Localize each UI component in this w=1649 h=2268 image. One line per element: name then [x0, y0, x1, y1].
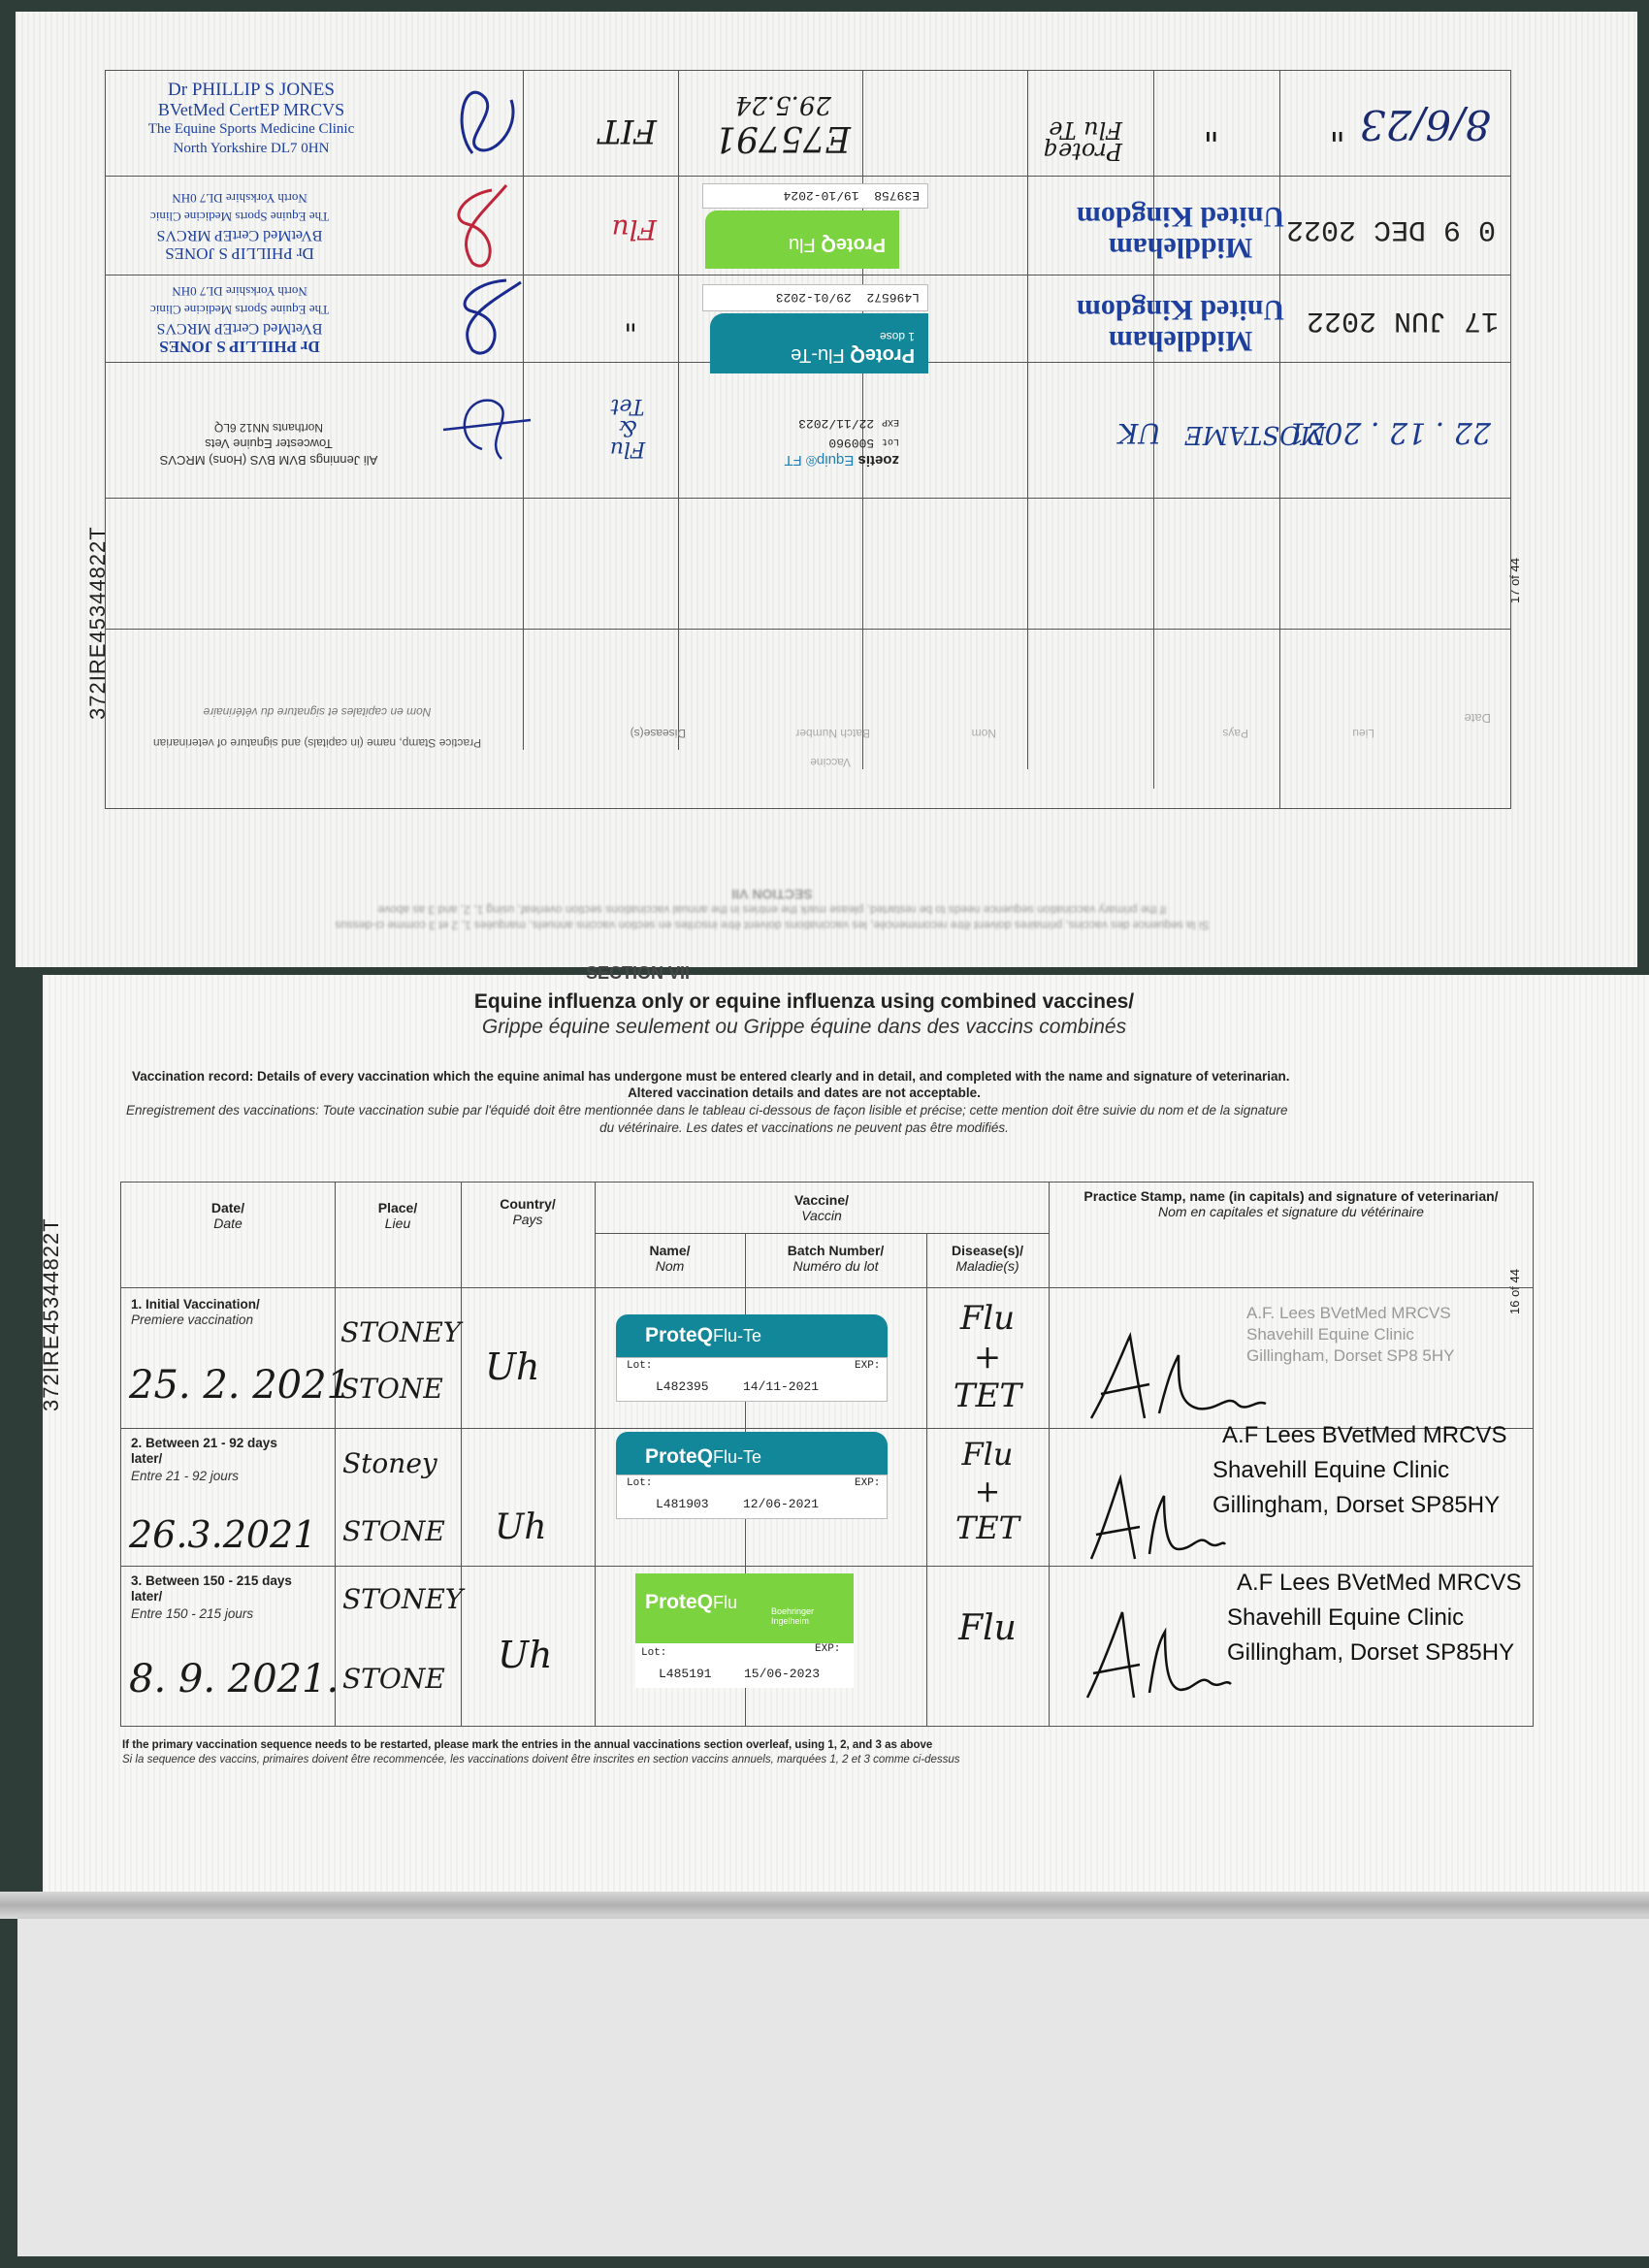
top-row-3-date: 17 JUN 2022: [1306, 304, 1499, 337]
instructions-2: Altered vaccination details and dates are not acceptable.: [628, 1085, 981, 1100]
top-row-3-place: Middleham: [1108, 325, 1253, 357]
top-row-3-country: United Kingdom: [1076, 294, 1285, 326]
row-1-place-a: STONEY: [340, 1316, 462, 1348]
top-row-2-stamp: Dr PHILLIP S JONES BVetMed CertEP MRCVS The Equine Sports Medicine Clinic North Yorkshire DL7 0HN: [149, 191, 330, 263]
top-row-1-batch: E75791: [714, 118, 851, 158]
vet-signature-lees-2: [1082, 1467, 1227, 1564]
header-place: Place/ Lieu: [377, 1200, 418, 1231]
page-title-fr: Grippe équine seulement ou Grippe équine dans des vaccins combinés: [481, 1016, 1127, 1038]
row-1-label: 1. Initial Vaccination/: [131, 1297, 260, 1312]
row-2-place-a: Stoney: [342, 1447, 437, 1479]
row-1-date: 25. 2. 2021: [129, 1363, 352, 1408]
top-header-date: Date: [1464, 711, 1491, 726]
vet-signature-lees-3: [1080, 1601, 1235, 1707]
vet-signature-jennings: [434, 391, 540, 478]
top-row-4-place: MOSTAME: [1183, 420, 1326, 449]
header-stamp: Practice Stamp, name (in capitals) and signature of veterinarian/ Nom en capitales et signature du vétérinaire: [1083, 1188, 1499, 1219]
header-country: Country/ Pays: [500, 1196, 556, 1227]
vet-signature-jones-2: [443, 178, 521, 273]
top-row-3-place-country: [1074, 294, 1287, 356]
row-2-country: Uh: [495, 1507, 547, 1547]
row-1-stamp: A.F. Lees BVetMed MRCVS Shavehill Equine Clinic Gillingham, Dorset SP8 5HY: [1246, 1304, 1455, 1365]
row-2-disease: Flu + TET: [954, 1436, 1020, 1546]
top-row-2: [106, 176, 1510, 275]
table-row: [121, 1287, 1533, 1428]
vaccine-sticker-row-1: ProteQFlu-Te Lot: EXP: L482395 14/11-2021: [616, 1314, 888, 1404]
row-1-country: Uh: [485, 1345, 540, 1388]
top-row-4-stamp: Ali Jennings BVM BVS (Hons) MRCVS Towcester Equine Vets Northants NN12 6LQ: [159, 421, 378, 468]
top-row-2-disease: Flu: [611, 213, 657, 245]
vet-signature-jones-3: [443, 276, 531, 360]
blank-page-area: [17, 1916, 1649, 2256]
top-row-4-disease: Flu & Tet: [609, 394, 646, 461]
section-heading: SECTION VII: [586, 963, 691, 983]
row-3-disease: Flu: [958, 1608, 1017, 1648]
footer-note: If the primary vaccination sequence needs to be restarted, please mark the entries in the annual vaccinations section overleaf, using 1, 2, and 3 as above: [122, 1739, 933, 1751]
top-row-2-country: United Kingdom: [1076, 201, 1285, 233]
top-header-vaccine: Vaccine: [810, 756, 851, 769]
vaccine-sticker-proteq-flu-top: E39758 19/10-2024 ProteQ Flu: [700, 179, 928, 269]
passport-id-top: 372IRE45344822T: [85, 526, 110, 720]
row-3-label-fr: Entre 150 - 215 jours: [131, 1606, 254, 1621]
top-row-4-date: 22 . 12 . 2021: [1287, 415, 1491, 449]
vaccine-sticker-equip-ft: zoetis Equip® FT Lot 500960 EXP 22/11/2023: [784, 416, 899, 469]
vaccine-sticker-proteq-flute-top: L496572 29/01-2023 ProteQ Flu-Te 1 dose: [700, 271, 928, 377]
vaccine-sticker-row-2: ProteQFlu-Te Lot: EXP: L481903 12/06-2021: [616, 1432, 888, 1521]
header-vaccine: Vaccine/ Vaccin: [793, 1192, 850, 1223]
footer-note-fr: Si la sequence des vaccins, primaires doivent être recommencée, les vaccinations doivent être inscrites en section vaccins annuels, marquées 1, 2 et 3 comme ci-dessus: [122, 1754, 960, 1766]
instructions-fr-2: du vétérinaire. Les dates et vaccinations ne peuvent pas être modifiés.: [599, 1120, 1009, 1135]
top-row-1-vaccine: Proteq Flu Te: [1043, 116, 1122, 165]
vaccination-table: [120, 1182, 1534, 1727]
top-header-stamp-fr: Nom en capitales et signature du vétérinaire: [203, 705, 432, 719]
top-header-batch: Batch Number: [795, 727, 870, 740]
header-date: Date/ Date: [210, 1200, 245, 1231]
row-3-country: Uh: [498, 1634, 553, 1676]
row-3-label: 3. Between 150 - 215 days later/: [131, 1573, 292, 1604]
row-2-label-fr: Entre 21 - 92 jours: [131, 1469, 240, 1483]
header-disease: Disease(s)/ Maladie(s): [952, 1243, 1023, 1274]
top-row-4-country: UK: [1117, 417, 1161, 449]
row-1-disease: Flu + TET: [953, 1299, 1022, 1415]
header-batch: Batch Number/ Numéro du lot: [787, 1243, 885, 1274]
instructions-fr: Enregistrement des vaccinations: Toute vaccination subie par l'équidé doit être mentionnée dans le tableau ci-dessous de façon lisible et précise; cette mention doit être suivie du nom et de la signature: [126, 1103, 1288, 1118]
top-row-1-place: ": [1329, 107, 1345, 146]
row-3-stamp: A.F Lees BVetMed MRCVS Shavehill Equine Clinic Gillingham, Dorset SP85HY: [1227, 1570, 1522, 1666]
top-row-1-country: ": [1203, 107, 1219, 146]
top-row-4: [106, 362, 1510, 498]
top-header-place: Lieu: [1352, 727, 1374, 740]
top-row-2-place: Middleham: [1108, 232, 1253, 264]
row-2-stamp: A.F Lees BVetMed MRCVS Shavehill Equine Clinic Gillingham, Dorset SP85HY: [1212, 1422, 1507, 1518]
vaccine-sticker-row-3: ProteQFlu Boehringer Ingelheim Lot: EXP: L485191 15/06-2023: [635, 1573, 858, 1690]
top-row-3-disease: ": [624, 303, 637, 337]
passport-page-16: [39, 963, 1649, 1892]
top-row-1-disease: FIT: [598, 112, 657, 150]
row-1-label-fr: Premiere vaccination: [131, 1312, 254, 1327]
row-2-place-b: STONE: [342, 1515, 445, 1547]
row-3-place-a: STONEY: [342, 1583, 464, 1615]
top-header-diseases: Disease(s): [630, 727, 686, 740]
row-3-place-b: STONE: [342, 1663, 445, 1695]
top-header-country: Pays: [1222, 727, 1248, 740]
row-3-date: 8. 9. 2021.: [129, 1657, 340, 1701]
table-row: [121, 1422, 1533, 1566]
page-title: Equine influenza only or equine influenza using combined vaccines/: [473, 990, 1135, 1013]
top-row-3: [106, 275, 1510, 366]
instructions: Vaccination record: Details of every vaccination which the equine animal has undergone must be entered clearly and in detail, and completed with the name and signature of veterinarian.: [132, 1069, 1290, 1084]
row-1-place-b: STONE: [340, 1373, 443, 1405]
top-row-3-stamp: Dr PHILLIP S JONES BVetMed CertEP MRCVS The Equine Sports Medicine Clinic North Yorkshire DL7 0HN: [149, 284, 330, 356]
top-row-2-date: 0 9 DEC 2022: [1285, 212, 1496, 245]
header-name: Name/ Nom: [649, 1243, 691, 1274]
page-number-bottom: 16 of 44: [1507, 1269, 1522, 1314]
row-2-date: 26.3.2021: [129, 1513, 317, 1556]
page-fold: [0, 1892, 1649, 1919]
top-header-name: Nom: [971, 727, 996, 740]
row-2-label: 2. Between 21 - 92 days later/: [131, 1436, 277, 1466]
vet-signature-jones-1: [443, 81, 531, 168]
passport-page-17: [16, 12, 1637, 967]
top-row-1-date: 8/6/23: [1359, 101, 1491, 148]
passport-id-bottom: 372IRE45344822T: [39, 1217, 63, 1411]
top-page-blurred-footer: Si la sequence des vaccins, primaires doivent être recommencée, les vaccinations doivent être inscrites en section vaccins annuels, marquées 1, 2 et 3 comme ci-dessus If the primary vaccination sequence needs to be restarted, please mark the entries in the annual vaccinations section overleaf, using 1, 2, and 3 as above SECTION VII: [335, 887, 1210, 932]
top-row-1-stamp: Dr PHILLIP S JONES BVetMed CertEP MRCVS The Equine Sports Medicine Clinic North Yorkshire DL7 0HN: [147, 80, 355, 156]
vet-signature-lees-1: [1082, 1326, 1276, 1423]
top-header-stamp: Practice Stamp, name (in capitals) and signature of veterinarian: [152, 736, 482, 750]
top-row-1-batch-exp: 29.5.24: [734, 90, 831, 119]
top-row-2-place-country: [1074, 201, 1287, 263]
top-vaccination-table: [105, 70, 1511, 809]
table-row: [121, 1566, 1533, 1726]
page-number-top: 17 of 44: [1507, 558, 1522, 603]
